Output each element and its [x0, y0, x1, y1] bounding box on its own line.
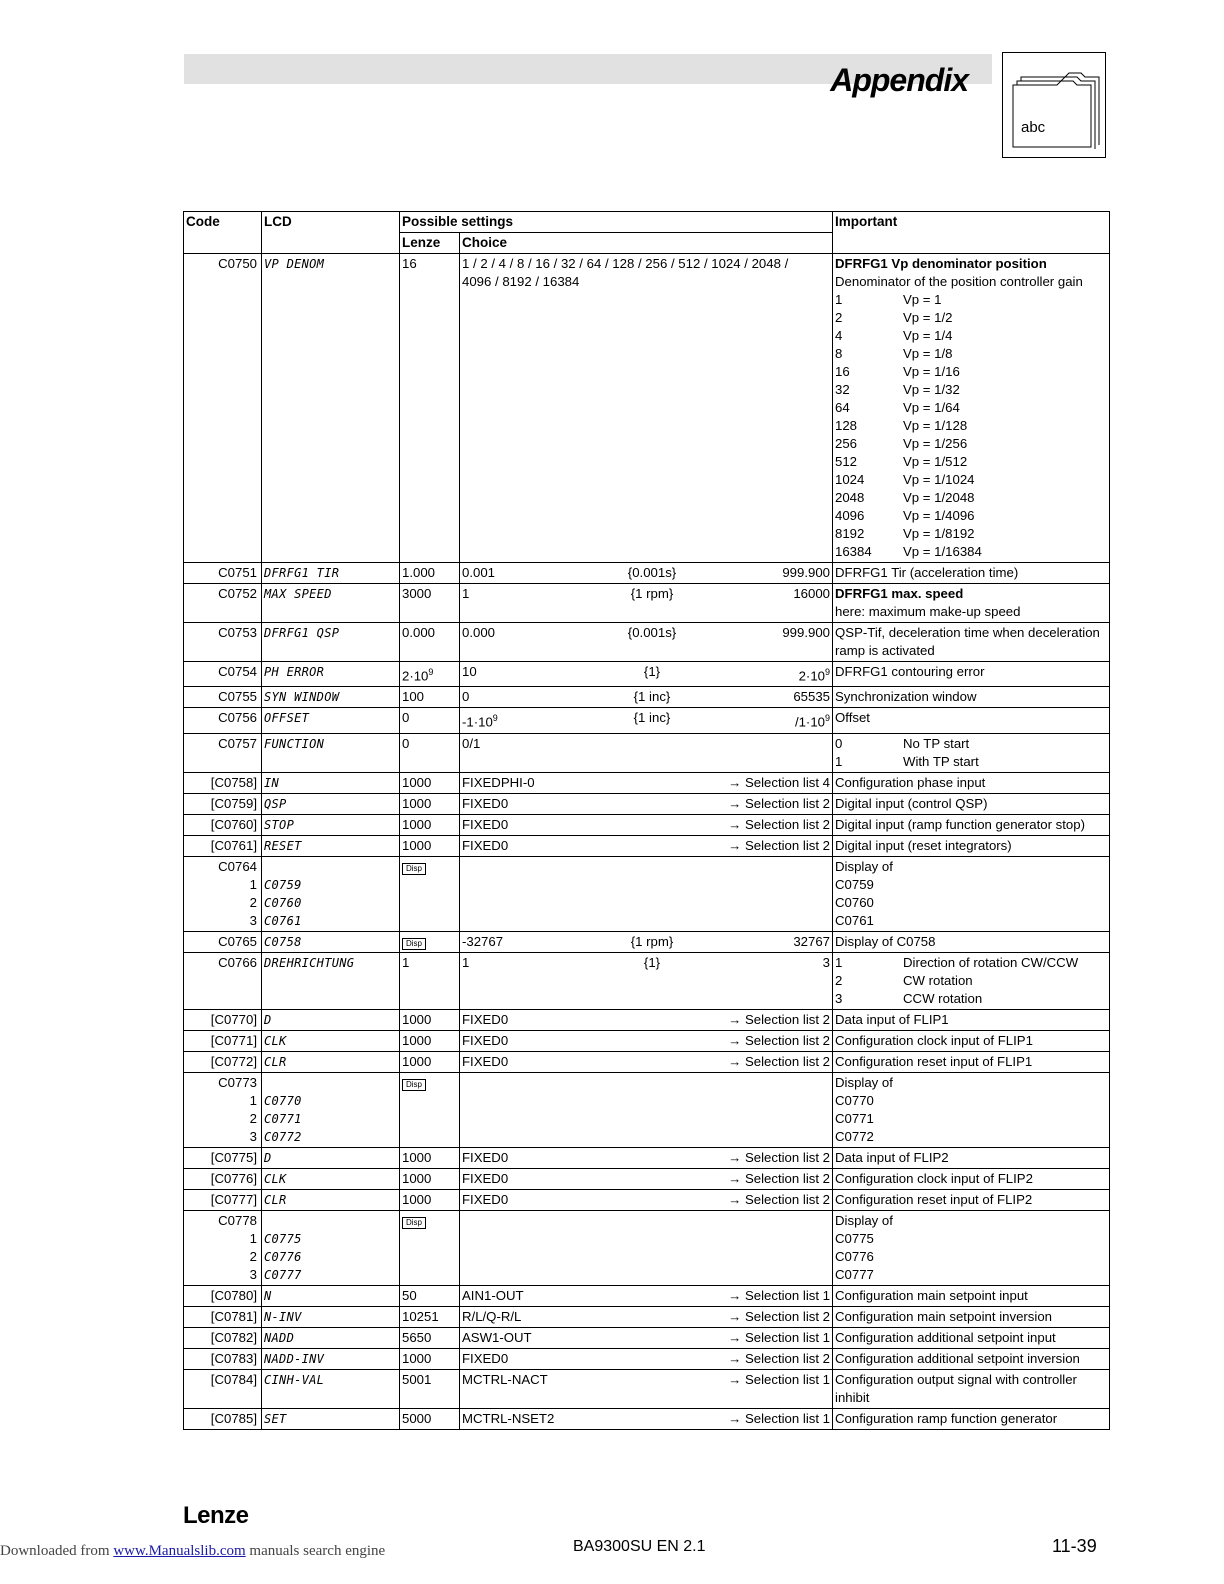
lcd-cell: VP DENOM — [262, 254, 400, 563]
code-cell: C0756 — [184, 708, 262, 733]
choice-value: R/L/Q-R/L — [462, 1308, 522, 1324]
lcd-cell: N — [262, 1285, 400, 1306]
choice-cell — [460, 952, 833, 1009]
choice-value: FIXED0 — [462, 837, 509, 853]
lenze-cell: 0.000 — [400, 623, 460, 662]
lcd-cell: CLR — [262, 1189, 400, 1210]
important-cell — [833, 733, 1110, 772]
selection-list-ref: → Selection list 1 — [728, 1329, 831, 1345]
lcd-cell: DFRFG1 TIR — [262, 563, 400, 584]
choice-cell — [460, 1306, 833, 1327]
important-cell: Offset — [833, 708, 1110, 733]
selection-rows — [184, 1285, 1110, 1369]
lenze-cell: 1000 — [400, 1051, 460, 1072]
important-desc: QSP-Tif, deceleration time when deceleration — [835, 625, 1100, 640]
choice-value: ASW1-OUT — [462, 1329, 532, 1345]
table-row — [184, 733, 1110, 772]
selection-list-ref: → Selection list 2 — [728, 1170, 831, 1186]
option-item: 256 Vp = 1/256 — [835, 436, 968, 451]
lenze-cell: 1000 — [400, 1009, 460, 1030]
min-exp: 9 — [492, 713, 498, 724]
important-cell: Data input of FLIP1 — [833, 1009, 1110, 1030]
choice-max: 65535 — [793, 689, 831, 705]
selection-rows — [184, 772, 1110, 856]
choice-cell — [460, 1030, 833, 1051]
choice-max: 999.900 — [782, 565, 831, 580]
choice-cell — [460, 1009, 833, 1030]
choice-value: FIXED0 — [462, 1149, 509, 1165]
code-cell: [C0776] — [184, 1168, 262, 1189]
lenze-cell: 1000 — [400, 1030, 460, 1051]
table-row — [184, 1072, 1110, 1147]
max-exp: 9 — [825, 713, 831, 724]
choice-unit: {1 rpm} — [630, 933, 674, 949]
lcd-cell: C0759 C0760 C0761 — [262, 856, 400, 931]
manualslib-link[interactable]: www.Manualslib.com — [113, 1543, 246, 1559]
disp-badge: Disp — [402, 863, 426, 875]
important-cell: Configuration additional setpoint inversion — [833, 1348, 1110, 1369]
option-item: 32 Vp = 1/32 — [835, 382, 960, 397]
option-item: 1 Direction of rotation CW/CCW — [835, 954, 1079, 970]
important-desc: Denominator of the position controller gain — [835, 274, 1083, 289]
code-cell: C0757 — [184, 733, 262, 772]
option-item: 3 CCW rotation — [835, 990, 983, 1006]
lenze-base: 2·10 — [402, 668, 429, 684]
lcd-cell: SYN WINDOW — [262, 687, 400, 708]
lcd-cell: CLK — [262, 1168, 400, 1189]
disp-badge: Disp — [402, 1217, 426, 1229]
table-row — [184, 1210, 1110, 1285]
choice-cell — [460, 814, 833, 835]
choice-cell — [460, 563, 833, 584]
table-row — [184, 563, 1110, 584]
header-code: Code — [184, 212, 262, 254]
code-cell: C0754 — [184, 662, 262, 687]
lcd-cell: FUNCTION — [262, 733, 400, 772]
choice-min: 0.000 — [462, 625, 496, 640]
table-row — [184, 662, 1110, 687]
download-note: Downloaded from www.Manualslib.com manuals search engine — [0, 1543, 386, 1559]
code-cell: C0764 1 2 3 — [184, 856, 262, 931]
max-base: /1·10 — [794, 714, 825, 730]
lcd-cell: CLK — [262, 1030, 400, 1051]
table-row — [184, 254, 1110, 563]
table-row — [184, 1369, 1110, 1408]
option-item: 128 Vp = 1/128 — [835, 418, 968, 433]
code-cell: [C0780] — [184, 1285, 262, 1306]
code-cell: C0750 — [184, 254, 262, 563]
choice-cell — [460, 584, 833, 623]
code-cell: [C0784] — [184, 1369, 262, 1408]
important-cell: Digital input (control QSP) — [833, 793, 1110, 814]
choice-value: FIXED0 — [462, 795, 509, 811]
code-cell: [C0777] — [184, 1189, 262, 1210]
code-cell: [C0760] — [184, 814, 262, 835]
choice-line: 4096 / 8192 / 16384 — [462, 274, 580, 289]
selection-list-ref: → Selection list 2 — [728, 837, 831, 853]
choice-cell — [460, 793, 833, 814]
table-row — [184, 1285, 1110, 1306]
disp-badge: Disp — [402, 938, 426, 950]
important-cell — [833, 584, 1110, 623]
important-cell — [833, 623, 1110, 662]
option-item: 8 Vp = 1/8 — [835, 346, 953, 361]
lcd-cell: SET — [262, 1408, 400, 1429]
code-cell: [C0770] — [184, 1009, 262, 1030]
code-cell: C0751 — [184, 563, 262, 584]
choice-cell — [460, 772, 833, 793]
choice-value: FIXED0 — [462, 1170, 509, 1186]
choice-value: FIXED0 — [462, 1053, 509, 1069]
table-row — [184, 952, 1110, 1009]
choice-cell: MCTRL-NACT → Selection list 1 — [460, 1369, 833, 1408]
code-cell: C0765 — [184, 931, 262, 952]
table-row — [184, 1030, 1110, 1051]
important-cell: Synchronization window — [833, 687, 1110, 708]
choice-cell — [460, 254, 833, 563]
folder-icon — [1003, 53, 1107, 159]
choice-min — [462, 709, 612, 731]
lenze-cell: 1000 — [400, 835, 460, 856]
choice-cell — [460, 1327, 833, 1348]
code-cell: [C0771] — [184, 1030, 262, 1051]
disp-badge: Disp — [402, 1079, 426, 1091]
lenze-cell: 1000 — [400, 1147, 460, 1168]
selection-list-ref: → Selection list 2 — [728, 1032, 831, 1048]
lenze-cell: 5001 — [400, 1369, 460, 1408]
selection-rows — [184, 1009, 1110, 1072]
option-item: 64 Vp = 1/64 — [835, 400, 960, 415]
lenze-cell: 100 — [400, 687, 460, 708]
table-row — [184, 814, 1110, 835]
option-item: 2 CW rotation — [835, 972, 973, 988]
code-cell: [C0772] — [184, 1051, 262, 1072]
table-row — [184, 931, 1110, 952]
lenze-cell: 1000 — [400, 1189, 460, 1210]
choice-max: 32767 — [793, 933, 831, 949]
option-item: 4096 Vp = 1/4096 — [835, 508, 975, 523]
code-cell: [C0761] — [184, 835, 262, 856]
choice-cell — [460, 1072, 833, 1147]
option-item: 16384 Vp = 1/16384 — [835, 544, 982, 559]
selection-list-ref: → Selection list 1 — [728, 1287, 831, 1303]
parameter-table — [183, 211, 1110, 1430]
min-base: -1·10 — [462, 714, 493, 730]
header-lenze: Lenze — [400, 233, 460, 254]
choice-cell — [460, 662, 833, 687]
choice-cell — [460, 1348, 833, 1369]
important-title: DFRFG1 max. speed — [835, 586, 964, 601]
choice-min: 1 — [462, 954, 470, 970]
important-cell: Configuration ramp function generator — [833, 1408, 1110, 1429]
selection-list-ref: → Selection list 4 — [728, 774, 831, 790]
selection-rows — [184, 1147, 1110, 1210]
important-cell: Display of C0770 C0771 C0772 — [833, 1072, 1110, 1147]
choice-value: FIXED0 — [462, 1191, 509, 1207]
choice-cell — [460, 1051, 833, 1072]
important-cell: Configuration clock input of FLIP1 — [833, 1030, 1110, 1051]
header-lcd: LCD — [262, 212, 400, 254]
choice-value: FIXED0 — [462, 1011, 509, 1027]
table-row — [184, 793, 1110, 814]
choice-unit: {0.001s} — [627, 565, 677, 580]
lcd-cell: IN — [262, 772, 400, 793]
table-row — [184, 1168, 1110, 1189]
table-row — [184, 1051, 1110, 1072]
code-cell: C0773 1 2 3 — [184, 1072, 262, 1147]
option-item: 2048 Vp = 1/2048 — [835, 490, 975, 505]
selection-list-ref: → Selection list 2 — [728, 816, 831, 832]
important-desc: here: maximum make-up speed — [835, 604, 1021, 619]
lenze-cell: 1 — [400, 952, 460, 1009]
important-cell: DFRFG1 contouring error — [833, 662, 1110, 687]
table-row — [184, 708, 1110, 733]
table-row — [184, 687, 1110, 708]
document-id: BA9300SU EN 2.1 — [573, 1538, 706, 1555]
page-title: Appendix — [830, 62, 968, 98]
lcd-cell: OFFSET — [262, 708, 400, 733]
choice-max — [692, 663, 830, 685]
choice-max: 999.900 — [782, 625, 831, 640]
lenze-cell: 1000 — [400, 772, 460, 793]
option-item: 2 Vp = 1/2 — [835, 310, 953, 325]
lcd-cell: MAX SPEED — [262, 584, 400, 623]
choice-min: 0.001 — [462, 565, 496, 580]
table-row — [184, 1306, 1110, 1327]
important-cell: Configuration phase input — [833, 772, 1110, 793]
lenze-logo: Lenze — [183, 1502, 249, 1529]
lcd-cell: DREHRICHTUNG — [262, 952, 400, 1009]
table-row — [184, 1327, 1110, 1348]
choice-cell — [460, 835, 833, 856]
option-list — [835, 291, 1107, 561]
option-item: 1 Vp = 1 — [835, 292, 942, 307]
choice-value: FIXED0 — [462, 816, 509, 832]
lenze-cell — [400, 1210, 460, 1285]
table-row — [184, 1147, 1110, 1168]
choice-cell — [460, 1285, 833, 1306]
table-row — [184, 623, 1110, 662]
important-desc: ramp is activated — [835, 643, 935, 658]
important-title: DFRFG1 Vp denominator position — [835, 256, 1047, 271]
choice-value: AIN1-OUT — [462, 1287, 524, 1303]
code-cell: [C0785] — [184, 1408, 262, 1429]
lcd-cell: CLR — [262, 1051, 400, 1072]
choice-max — [692, 709, 830, 731]
lenze-cell: 16 — [400, 254, 460, 563]
important-cell: Digital input (ramp function generator stop) — [833, 814, 1110, 835]
selection-list-ref: → Selection list 2 — [728, 1053, 831, 1069]
lenze-cell: 0 — [400, 733, 460, 772]
lcd-cell: NADD — [262, 1327, 400, 1348]
important-cell: Configuration main setpoint inversion — [833, 1306, 1110, 1327]
table-row — [184, 856, 1110, 931]
choice-cell — [460, 1189, 833, 1210]
code-cell: C0766 — [184, 952, 262, 1009]
important-cell — [833, 254, 1110, 563]
choice-min: 10 — [462, 664, 477, 679]
lcd-cell: DFRFG1 QSP — [262, 623, 400, 662]
header-choice: Choice — [460, 233, 833, 254]
choice-cell — [460, 1168, 833, 1189]
important-cell: Configuration additional setpoint input — [833, 1327, 1110, 1348]
choice-unit: {1 rpm} — [630, 586, 674, 601]
max-exp: 9 — [825, 667, 831, 677]
lenze-cell: 5000 — [400, 1408, 460, 1429]
lenze-cell — [400, 931, 460, 952]
chapter-tab — [1002, 52, 1106, 158]
option-item: 8192 Vp = 1/8192 — [835, 526, 975, 541]
choice-value: FIXED0 — [462, 1032, 509, 1048]
chapter-tab-label: abc — [1021, 119, 1046, 136]
choice-unit: {1} — [643, 954, 661, 970]
code-cell: C0752 — [184, 584, 262, 623]
lenze-cell: 5650 — [400, 1327, 460, 1348]
table-row — [184, 1408, 1110, 1429]
choice-value: FIXED0 — [462, 1350, 509, 1366]
code-cell: [C0759] — [184, 793, 262, 814]
lcd-cell: D — [262, 1009, 400, 1030]
table-row — [184, 835, 1110, 856]
option-item: 512 Vp = 1/512 — [835, 454, 968, 469]
selection-list-ref: → Selection list 2 — [728, 1011, 831, 1027]
header-important: Important — [833, 212, 1110, 254]
lenze-cell — [400, 1072, 460, 1147]
lcd-cell: PH ERROR — [262, 662, 400, 687]
important-cell: Data input of FLIP2 — [833, 1147, 1110, 1168]
lenze-cell: 0 — [400, 708, 460, 733]
option-item: 16 Vp = 1/16 — [835, 364, 960, 379]
table-row — [184, 1348, 1110, 1369]
choice-max: 3 — [822, 954, 831, 970]
page-number: 11-39 — [1052, 1536, 1097, 1556]
choice-min: 1 — [462, 586, 470, 601]
code-cell: [C0758] — [184, 772, 262, 793]
lcd-cell: CINH-VAL — [262, 1369, 400, 1408]
choice-cell — [460, 623, 833, 662]
important-cell: Configuration clock input of FLIP2 — [833, 1168, 1110, 1189]
important-cell: Configuration main setpoint input — [833, 1285, 1110, 1306]
option-item: 1024 Vp = 1/1024 — [835, 472, 975, 487]
lenze-cell: 1000 — [400, 1168, 460, 1189]
important-cell: Display of C0758 — [833, 931, 1110, 952]
lenze-cell: 1000 — [400, 814, 460, 835]
choice-cell: 0/1 — [460, 733, 833, 772]
important-cell — [833, 952, 1110, 1009]
important-cell: Display of C0775 C0776 C0777 — [833, 1210, 1110, 1285]
lenze-cell: 50 — [400, 1285, 460, 1306]
lcd-cell: C0770 C0771 C0772 — [262, 1072, 400, 1147]
table-row — [184, 1009, 1110, 1030]
code-cell: C0755 — [184, 687, 262, 708]
choice-line: 1 / 2 / 4 / 8 / 16 / 32 / 64 / 128 / 256 / 512 / 1024 / 2048 / — [462, 256, 789, 271]
header-possible-settings: Possible settings — [400, 212, 833, 233]
choice-cell — [460, 856, 833, 931]
option-item: 1 With TP start — [835, 753, 979, 769]
code-cell: [C0783] — [184, 1348, 262, 1369]
lcd-cell: N-INV — [262, 1306, 400, 1327]
lenze-exp: 9 — [428, 667, 434, 677]
lcd-cell: C0775 C0776 C0777 — [262, 1210, 400, 1285]
code-cell: [C0775] — [184, 1147, 262, 1168]
choice-unit: {0.001s} — [627, 625, 677, 640]
table-row — [184, 1189, 1110, 1210]
lcd-cell: STOP — [262, 814, 400, 835]
selection-list-ref: → Selection list 2 — [728, 1191, 831, 1207]
lcd-cell: NADD-INV — [262, 1348, 400, 1369]
lcd-cell: RESET — [262, 835, 400, 856]
selection-list-ref: → Selection list 2 — [728, 795, 831, 811]
lenze-cell: 1000 — [400, 793, 460, 814]
important-cell: Configuration reset input of FLIP2 — [833, 1189, 1110, 1210]
table-row — [184, 772, 1110, 793]
code-cell: [C0781] — [184, 1306, 262, 1327]
choice-min: 0 — [462, 689, 470, 705]
choice-unit: {1 inc} — [633, 710, 671, 726]
lenze-cell: 1000 — [400, 1348, 460, 1369]
choice-cell — [460, 1147, 833, 1168]
choice-cell — [460, 931, 833, 952]
max-base: 2·10 — [798, 668, 825, 684]
lcd-cell: C0758 — [262, 931, 400, 952]
table-row — [184, 584, 1110, 623]
lcd-cell: D — [262, 1147, 400, 1168]
important-cell: Digital input (reset integrators) — [833, 835, 1110, 856]
lenze-cell: 3000 — [400, 584, 460, 623]
lenze-cell: 1.000 — [400, 563, 460, 584]
choice-cell — [460, 687, 833, 708]
selection-list-ref: → Selection list 2 — [728, 1350, 831, 1366]
important-cell: Configuration output signal with controller inhibit — [833, 1369, 1110, 1408]
selection-list-ref: → Selection list 2 — [728, 1149, 831, 1165]
choice-max: 16000 — [793, 586, 831, 601]
important-cell: Display of C0759 C0760 C0761 — [833, 856, 1110, 931]
table-header-row — [184, 212, 1110, 233]
important-cell: Configuration reset input of FLIP1 — [833, 1051, 1110, 1072]
choice-cell — [460, 708, 833, 733]
code-cell: C0778 1 2 3 — [184, 1210, 262, 1285]
lenze-cell: 10251 — [400, 1306, 460, 1327]
selection-list-ref: → Selection list 2 — [728, 1308, 831, 1324]
lenze-cell — [400, 856, 460, 931]
choice-unit: {1} — [643, 664, 661, 679]
choice-value: FIXEDPHI-0 — [462, 774, 535, 790]
option-item: 0 No TP start — [835, 735, 970, 751]
choice-cell: MCTRL-NSET2 → Selection list 1 — [460, 1408, 833, 1429]
code-cell: [C0782] — [184, 1327, 262, 1348]
choice-cell — [460, 1210, 833, 1285]
lenze-cell — [400, 662, 460, 687]
choice-unit: {1 inc} — [633, 689, 671, 705]
important-cell: DFRFG1 Tir (acceleration time) — [833, 563, 1110, 584]
lcd-cell: QSP — [262, 793, 400, 814]
option-item: 4 Vp = 1/4 — [835, 328, 953, 343]
code-cell: C0753 — [184, 623, 262, 662]
choice-min: -32767 — [462, 933, 504, 949]
